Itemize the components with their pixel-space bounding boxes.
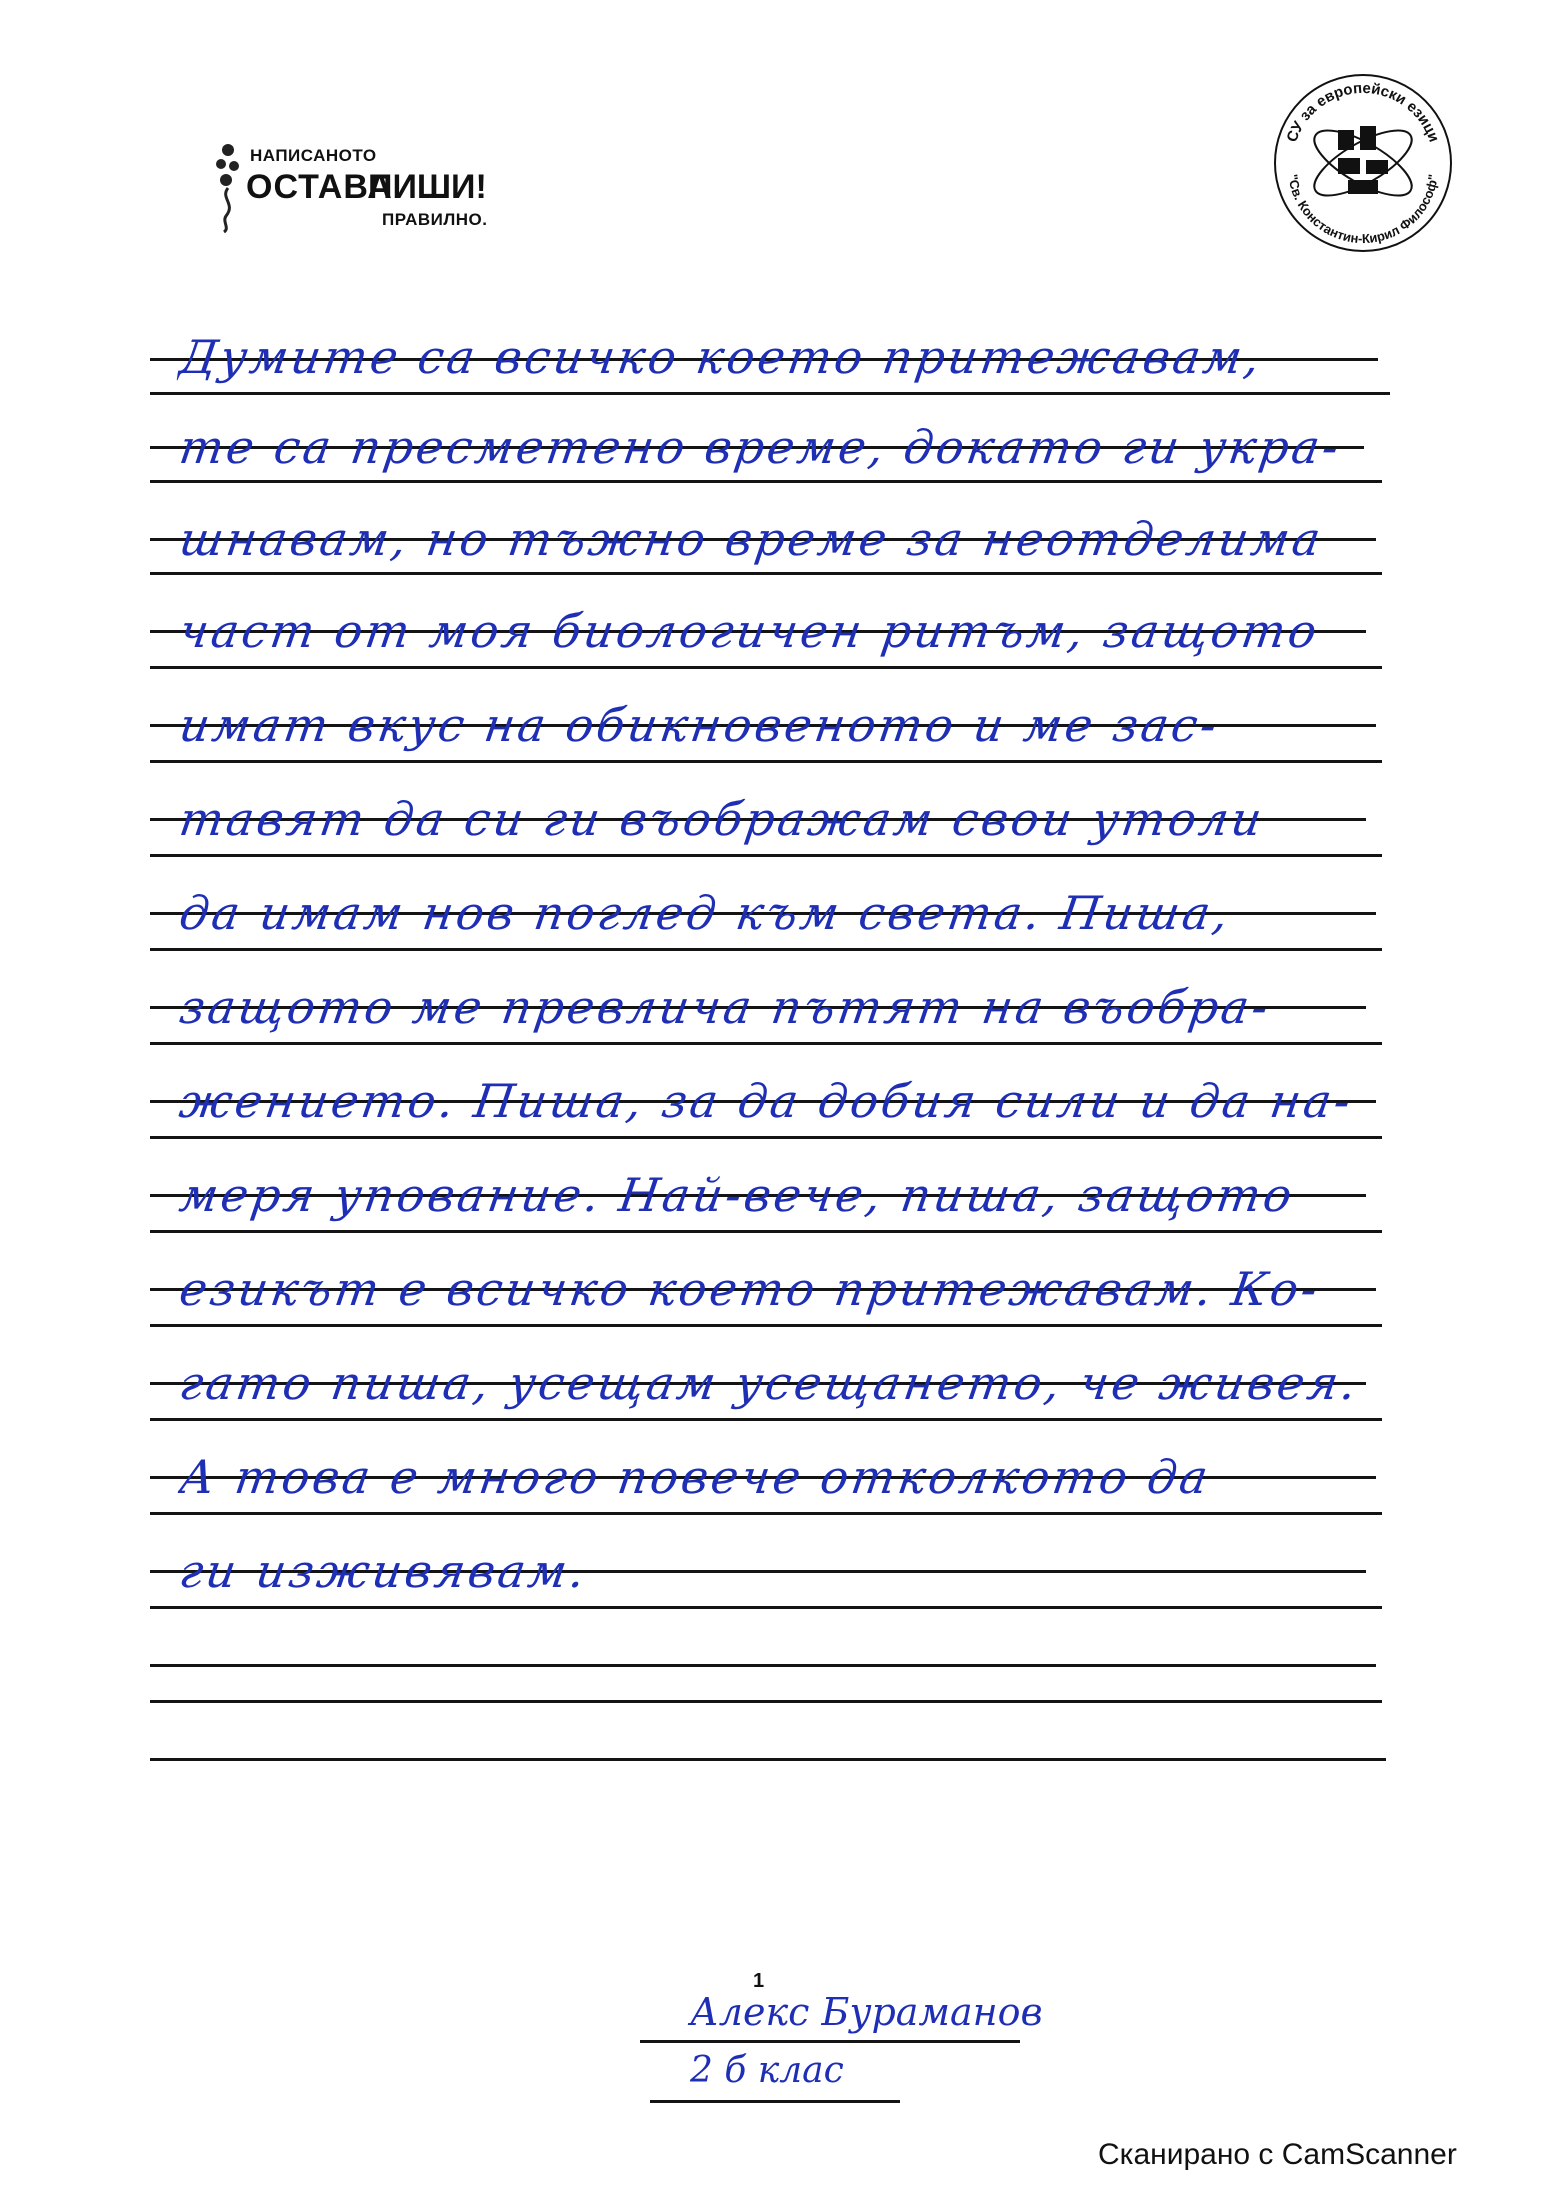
ruled-line <box>150 392 1390 395</box>
ruled-writing-area <box>150 300 1398 1800</box>
handwritten-line-9: жението. Пиша, за да добия сили и да на- <box>176 1074 1357 1128</box>
logo-text-napisanoto: НАПИСАНОТО <box>250 146 377 165</box>
handwritten-line-8: защото ме превлича пътят на въобра- <box>176 980 1275 1034</box>
handwritten-line-1: Думите са всичко което притежавам, <box>176 330 1267 384</box>
scanner-watermark: Сканирано с CamScanner <box>1098 2138 1457 2171</box>
svg-text:"Св. Константин-Кирил Философ": "Св. Константин-Кирил Философ" <box>1285 173 1441 247</box>
ruled-line <box>150 1230 1382 1233</box>
handwritten-line-14: ги изживявам. <box>176 1544 592 1598</box>
ruled-line <box>150 1136 1382 1139</box>
ruled-line <box>150 480 1382 483</box>
logo-text-pravilno: ПРАВИЛНО. <box>382 210 488 229</box>
handwritten-line-7: да имам нов поглед към света. Пиша, <box>176 886 1235 940</box>
page-number: 1 <box>753 1970 765 1992</box>
signature-rule <box>640 2040 1020 2043</box>
handwritten-line-6: тавят да си ги въображам свои утоли <box>176 792 1268 846</box>
handwritten-line-13: А това е много повече отколкото да <box>176 1450 1215 1504</box>
ruled-line <box>150 854 1382 857</box>
ruled-line <box>150 1606 1382 1609</box>
signature-rule <box>650 2100 900 2103</box>
handwritten-line-12: гато пиша, усещам усещането, че живея. <box>176 1356 1363 1410</box>
school-seal-logo <box>1268 68 1458 258</box>
handwritten-line-2: те са пресметено време, докато ги укра- <box>176 420 1345 474</box>
ruled-line <box>150 1418 1382 1421</box>
ruled-line <box>150 1758 1386 1761</box>
ruled-line <box>150 1700 1382 1703</box>
ruled-line <box>150 572 1382 575</box>
ruled-line <box>150 948 1382 951</box>
ruled-line <box>150 1042 1382 1045</box>
signature-name: Алекс Бураманов <box>690 1990 1043 2034</box>
logo-text-ostava: ОСТАВА <box>246 168 393 206</box>
ruled-line <box>150 760 1382 763</box>
ruled-line <box>150 1324 1382 1327</box>
handwritten-line-11: езикът е всичко което притежавам. Ко- <box>176 1262 1324 1316</box>
grapevine-icon <box>210 138 246 234</box>
signature-class: 2 б клас <box>690 2050 844 2091</box>
handwritten-line-4: част от моя биологичен ритъм, защото <box>176 604 1324 658</box>
ruled-line <box>150 666 1382 669</box>
ruled-line <box>150 1664 1376 1667</box>
handwritten-line-3: шнавам, но тъжно време за неотделима <box>176 512 1327 566</box>
handwritten-line-5: имат вкус на обикновеното и ме зас- <box>176 698 1223 752</box>
svg-text:СУ за европейски езици: СУ за европейски езици <box>1283 79 1443 145</box>
logo-napisanoto <box>210 138 500 234</box>
ruled-line <box>150 1512 1382 1515</box>
logo-text-pishi: ПИШИ! <box>368 168 487 206</box>
handwritten-line-10: меря упование. Най-вече, пиша, защото <box>176 1168 1299 1222</box>
